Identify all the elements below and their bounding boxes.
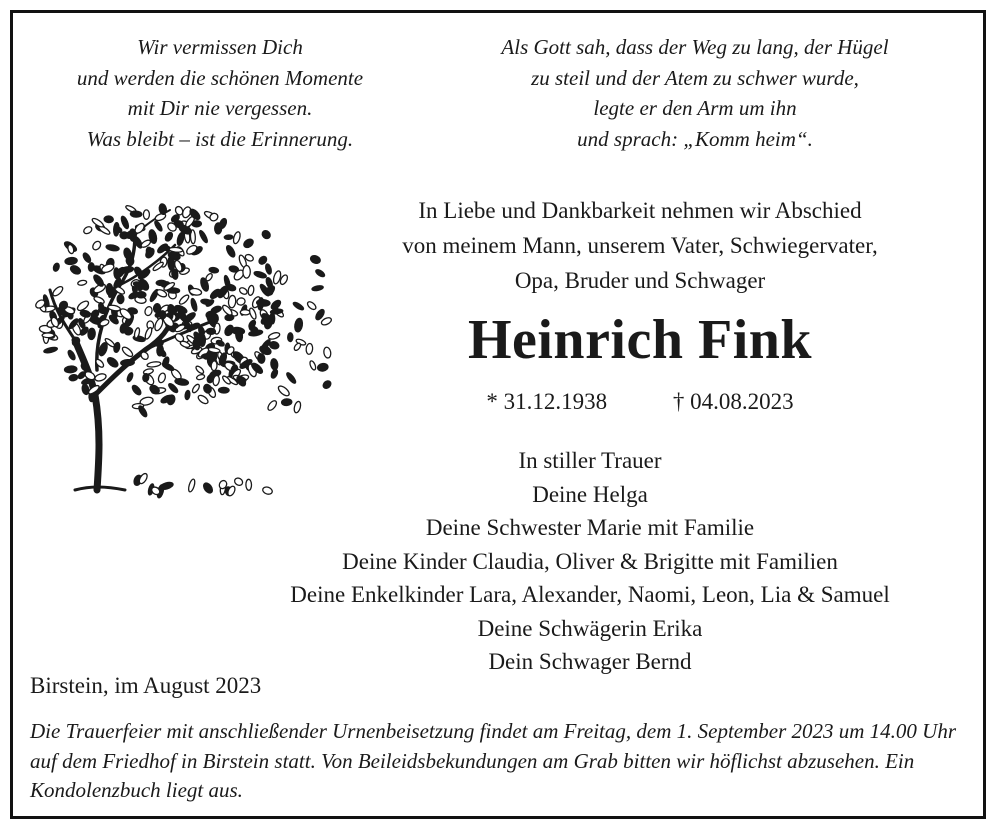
leaf-icon xyxy=(240,310,250,315)
leaf-icon xyxy=(242,237,254,249)
leaf-icon xyxy=(210,305,222,314)
leaf-icon xyxy=(176,232,185,246)
leaf-icon xyxy=(130,211,142,218)
leaf-icon xyxy=(277,384,291,397)
leaf-icon xyxy=(215,223,222,234)
leaf-icon xyxy=(261,229,272,240)
leaf-icon xyxy=(248,307,257,320)
funeral-notice: Die Trauerfeier mit anschließender Urnenbeisetzung findet am Freitag, dem 1. September 2023 um 14.00 Uhr auf dem Friedhof in Birstein statt. Von Beileidsbekundungen am Grab bitten wir höflichst abzusehen. Ein Kondolenzbuch liegt aus. xyxy=(30,719,957,802)
leaf-icon xyxy=(224,235,233,240)
poem-left xyxy=(30,32,410,154)
leaf-icon xyxy=(238,286,248,295)
intro-line: Opa, Bruder und Schwager xyxy=(514,268,766,293)
leaf-icon xyxy=(159,481,174,491)
leaf-icon xyxy=(232,231,241,244)
leaf-icon xyxy=(77,371,87,380)
life-dates xyxy=(330,384,950,420)
poem-left-line: und werden die schönen Momente xyxy=(76,65,364,90)
leaf-icon xyxy=(306,343,313,354)
leaf-icon xyxy=(266,399,278,411)
leaf-icon xyxy=(155,339,164,347)
mourner-line: Deine Helga xyxy=(532,481,648,507)
leaf-icon xyxy=(247,285,254,296)
leaf-icon xyxy=(67,349,77,360)
intro-line: In Liebe und Dankbarkeit nehmen wir Abschied xyxy=(418,198,862,223)
mourner-line: Deine Schwester Marie mit Familie xyxy=(425,515,755,540)
leaf-icon xyxy=(309,254,321,265)
leaf-icon xyxy=(144,327,153,340)
leaf-icon xyxy=(157,372,166,383)
leaf-icon xyxy=(257,297,264,310)
leaf-icon xyxy=(117,295,124,304)
leaf-icon xyxy=(281,399,292,406)
leaf-icon xyxy=(81,384,90,395)
leaf-icon xyxy=(69,264,82,276)
leaf-icon xyxy=(69,374,79,382)
mourner-line: In stiller Trauer xyxy=(518,448,662,473)
place-and-date: Birstein, im August 2023 xyxy=(30,673,262,698)
poem-right-line: und sprach: „Komm heim“. xyxy=(577,126,813,151)
deceased-name: Heinrich Fink xyxy=(467,309,813,371)
poem-right xyxy=(465,32,925,154)
birth-date: * 31.12.1938 xyxy=(486,389,608,414)
leaf-icon xyxy=(190,298,198,312)
leaf-icon xyxy=(198,230,208,244)
leaf-icon xyxy=(195,365,205,375)
poem-left-line: mit Dir nie vergessen. xyxy=(127,96,313,120)
mourner-line: Deine Kinder Claudia, Oliver & Brigitte mit Familien xyxy=(342,548,838,574)
leaf-icon xyxy=(309,360,317,371)
leaf-icon xyxy=(82,252,92,264)
leaf-icon xyxy=(104,216,114,223)
mourner-line: Dein Schwager Bernd xyxy=(488,649,692,674)
leaf-icon xyxy=(143,210,149,219)
leaf-icon xyxy=(137,405,148,418)
leaf-icon xyxy=(107,304,120,311)
leaf-icon xyxy=(169,247,183,253)
leaf-icon xyxy=(144,306,153,317)
leaf-icon xyxy=(83,225,94,235)
leaf-icon xyxy=(92,273,105,287)
poem-right-line: legte er den Arm um ihn xyxy=(593,96,797,120)
leaf-icon xyxy=(185,390,191,400)
leaf-icon xyxy=(293,401,302,414)
leaf-icon xyxy=(306,300,317,311)
mourners-list xyxy=(180,444,1000,679)
leaf-icon xyxy=(94,373,107,383)
leaf-icon xyxy=(178,294,190,306)
leaf-icon xyxy=(80,309,91,318)
leaf-icon xyxy=(91,240,102,251)
leaf-icon xyxy=(164,231,174,242)
leaf-icon xyxy=(42,333,54,338)
poem-right-line: zu steil und der Atem zu schwer wurde, xyxy=(531,65,859,90)
leaf-icon xyxy=(191,383,200,394)
leaf-icon xyxy=(120,215,130,229)
leaf-icon xyxy=(288,333,294,342)
leaf-icon xyxy=(315,268,326,278)
death-date: † 04.08.2023 xyxy=(672,389,794,414)
leaf-icon xyxy=(270,369,279,380)
leaf-icon xyxy=(106,356,120,369)
leaf-icon xyxy=(123,247,133,260)
leaf-icon xyxy=(268,331,281,340)
leaf-icon xyxy=(51,285,64,297)
leaf-icon xyxy=(138,472,149,485)
leaf-icon xyxy=(88,263,94,272)
leaf-icon xyxy=(257,353,265,363)
leaf-icon xyxy=(77,280,87,286)
leaf-icon xyxy=(159,311,166,320)
leaf-icon xyxy=(196,374,205,381)
poem-right-line: Als Gott sah, dass der Weg zu lang, der Hügel xyxy=(501,35,889,59)
leaf-icon xyxy=(206,328,215,334)
leaf-icon xyxy=(294,318,304,333)
leaf-icon xyxy=(52,262,60,272)
leaf-icon xyxy=(142,373,149,382)
poem-left-line: Was bleibt – ist die Erinnerung. xyxy=(86,126,354,151)
leaf-icon xyxy=(136,292,146,298)
leaf-icon xyxy=(197,394,210,405)
farewell-intro xyxy=(330,193,950,298)
mourner-line: Deine Schwägerin Erika xyxy=(477,615,703,641)
leaf-icon xyxy=(225,244,236,258)
leaf-icon xyxy=(218,387,229,393)
leaf-icon xyxy=(131,384,143,396)
leaf-icon xyxy=(317,363,328,372)
leaf-icon xyxy=(293,342,302,351)
leaf-icon xyxy=(113,222,119,236)
leaf-icon xyxy=(292,301,304,311)
leaf-icon xyxy=(121,346,134,359)
poem-left-line: Wir vermissen Dich xyxy=(137,35,303,59)
mourner-line: Deine Enkelkinder Lara, Alexander, Naomi, Leon, Lia & Samuel xyxy=(290,582,890,607)
leaf-icon xyxy=(147,361,161,368)
leaf-icon xyxy=(43,346,57,354)
leaf-icon xyxy=(121,359,135,366)
leaf-icon xyxy=(126,372,134,382)
leaf-icon xyxy=(269,341,280,350)
leaf-icon xyxy=(215,339,225,347)
leaf-icon xyxy=(119,266,134,274)
leaf-icon xyxy=(211,361,218,371)
leaf-icon xyxy=(228,295,236,308)
leaf-icon xyxy=(312,285,324,291)
leaf-icon xyxy=(209,267,219,274)
leaf-icon xyxy=(243,265,251,278)
leaf-icon xyxy=(285,372,297,385)
leaf-icon xyxy=(65,257,78,265)
intro-line: von meinem Mann, unserem Vater, Schwiegervater, xyxy=(402,233,878,258)
leaf-icon xyxy=(158,203,167,215)
leaf-icon xyxy=(253,270,267,279)
leaf-icon xyxy=(154,220,164,232)
leaf-icon xyxy=(106,244,120,252)
leaf-icon xyxy=(64,366,77,373)
leaf-icon xyxy=(265,263,273,274)
leaf-icon xyxy=(174,378,188,386)
leaf-icon xyxy=(270,358,278,370)
leaf-icon xyxy=(88,328,96,340)
